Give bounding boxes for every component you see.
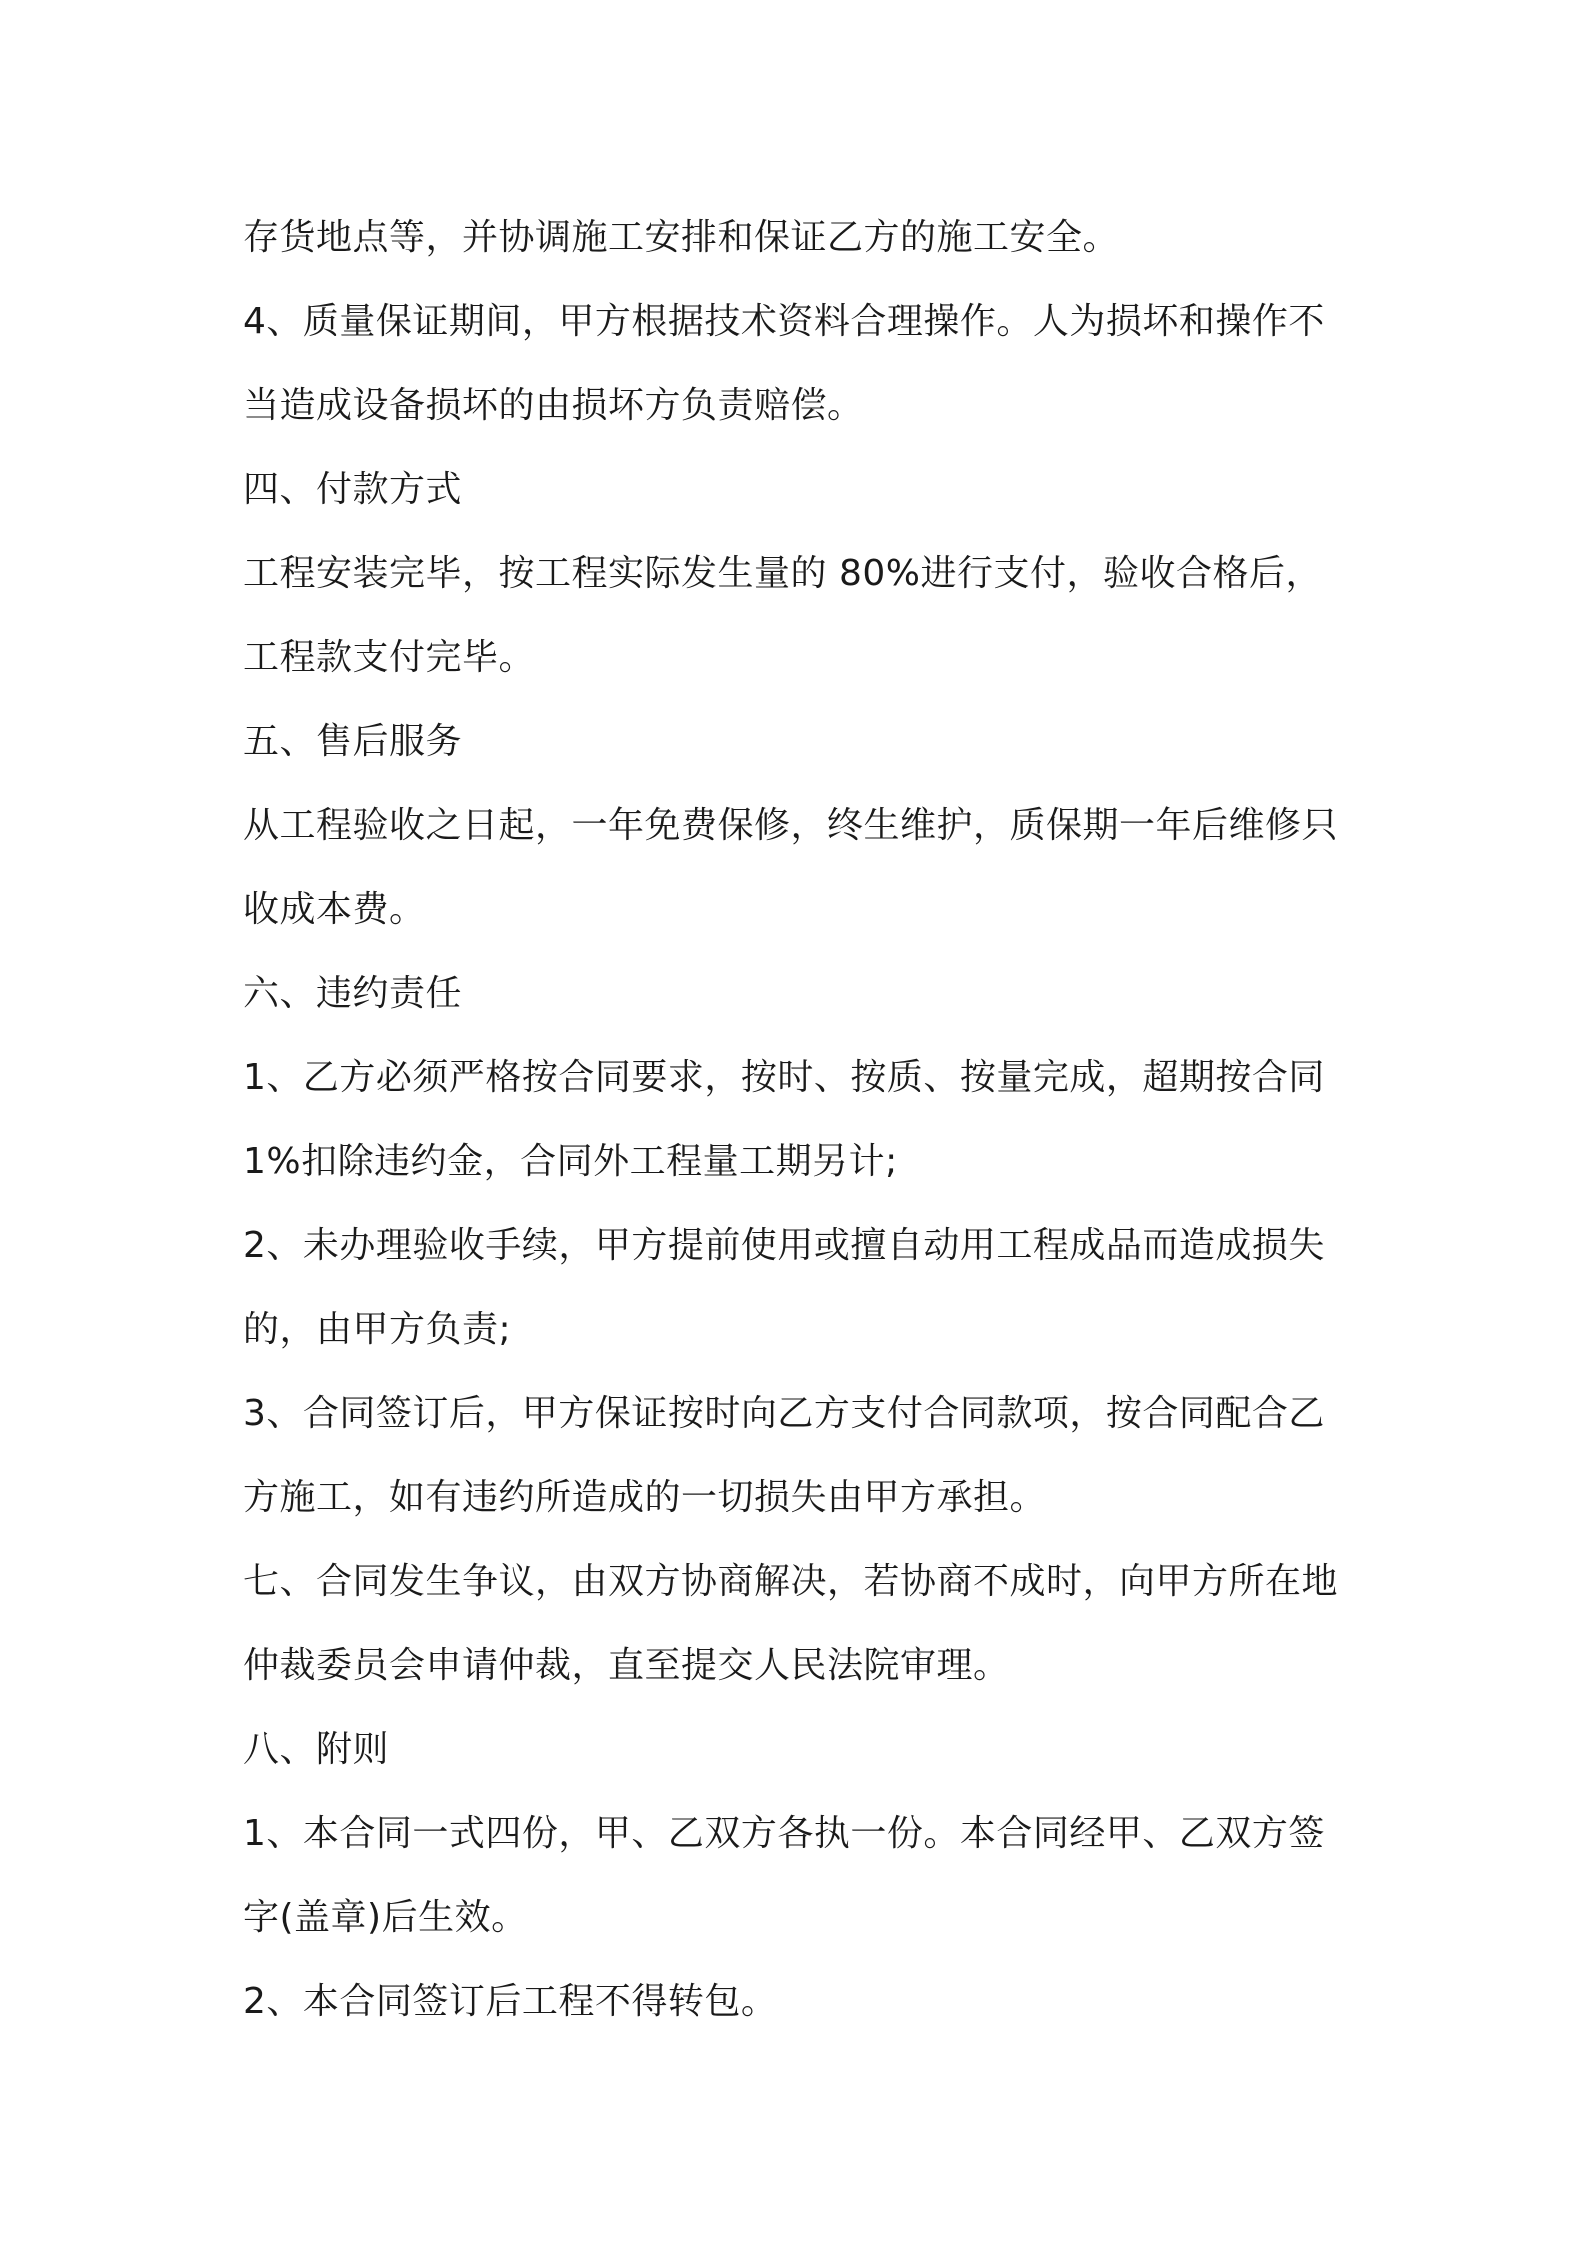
- text-line: 1、本合同一式四份，甲、乙双方各执一份。本合同经甲、乙双方签: [243, 1813, 1325, 1854]
- section-heading-after-sales: 五、售后服务: [243, 721, 463, 762]
- section-heading-payment: 四、付款方式: [243, 469, 463, 510]
- document-body: [243, 196, 1373, 2044]
- text-line: 存货地点等，并协调施工安排和保证乙方的施工安全。: [243, 217, 1120, 258]
- text-line: 工程安装完毕，按工程实际发生量的 80%进行支付，验收合格后，: [243, 553, 1322, 594]
- text-line: 工程款支付完毕。: [243, 637, 536, 678]
- text-line: 的，由甲方负责;: [243, 1309, 512, 1350]
- text-line: 4、质量保证期间，甲方根据技术资料合理操作。人为损坏和操作不: [243, 301, 1325, 342]
- text-line: 2、未办理验收手续，甲方提前使用或擅自动用工程成品而造成损失: [243, 1225, 1325, 1266]
- text-line: 方施工，如有违约所造成的一切损失由甲方承担。: [243, 1477, 1047, 1518]
- text-line: 1%扣除违约金，合同外工程量工期另计;: [243, 1141, 898, 1182]
- section-heading-liability: 六、违约责任: [243, 973, 463, 1014]
- text-line: 从工程验收之日起，一年免费保修，终生维护，质保期一年后维修只: [243, 805, 1339, 846]
- text-line: 3、合同签订后，甲方保证按时向乙方支付合同款项，按合同配合乙: [243, 1393, 1325, 1434]
- text-line: 收成本费。: [243, 889, 426, 930]
- text-line: 七、合同发生争议，由双方协商解决，若协商不成时，向甲方所在地: [243, 1561, 1339, 1602]
- text-line: 2、本合同签订后工程不得转包。: [243, 1981, 778, 2022]
- section-heading-appendix: 八、附则: [243, 1729, 390, 1770]
- text-line: 仲裁委员会申请仲裁，直至提交人民法院审理。: [243, 1645, 1010, 1686]
- text-line: 1、乙方必须严格按合同要求，按时、按质、按量完成，超期按合同: [243, 1057, 1325, 1098]
- text-line: 字(盖章)后生效。: [243, 1897, 528, 1938]
- text-line: 当造成设备损坏的由损坏方负责赔偿。: [243, 385, 864, 426]
